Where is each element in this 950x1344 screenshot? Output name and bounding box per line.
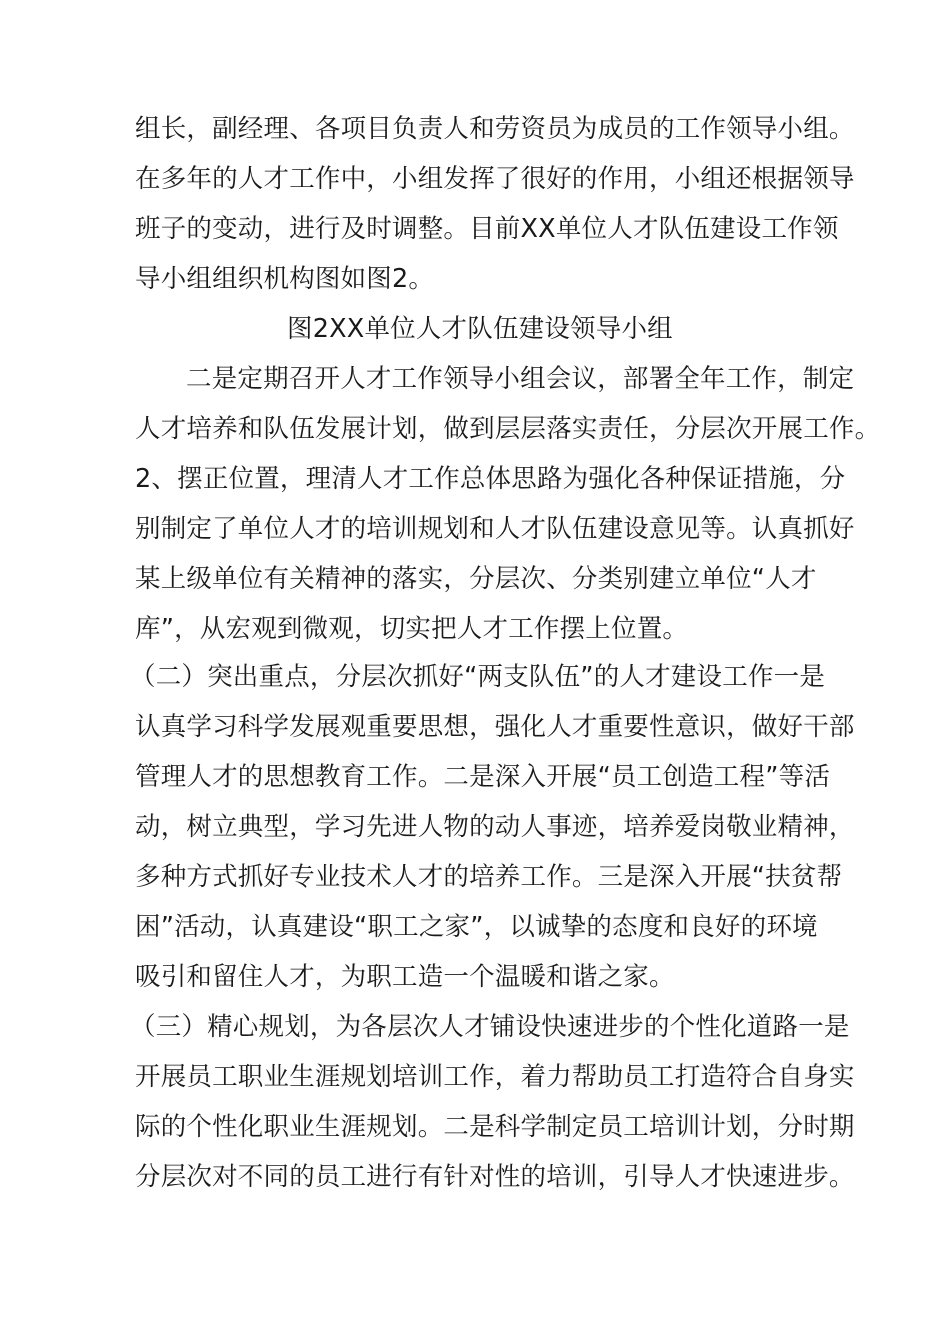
body-text-line: 库”，从宏观到微观，切实把人才工作摆上位置。 bbox=[135, 614, 689, 644]
body-text-line: 班子的变动，进行及时调整。目前XX单位人才队伍建设工作领 bbox=[135, 214, 839, 244]
body-text-line: 组长，副经理、各项目负责人和劳资员为成员的工作领导小组。 bbox=[135, 114, 855, 144]
body-text-line: 在多年的人才工作中，小组发挥了很好的作用，小组还根据领导 bbox=[135, 164, 855, 194]
body-text-line: 人才培养和队伍发展计划，做到层层落实责任，分层次开展工作。 bbox=[135, 414, 881, 444]
body-text-line: 际的个性化职业生涯规划。二是科学制定员工培训计划，分时期 bbox=[135, 1112, 855, 1142]
body-text-line: 分层次对不同的员工进行有针对性的培训，引导人才快速进步。 bbox=[135, 1162, 855, 1192]
body-text-line: 开展员工职业生涯规划培训工作，着力帮助员工打造符合自身实 bbox=[135, 1062, 855, 1092]
body-text-line: 动，树立典型，学习先进人物的动人事迹，培养爱岗敬业精神， bbox=[135, 812, 855, 842]
body-text-line: 二是定期召开人才工作领导小组会议，部署全年工作，制定 bbox=[186, 364, 855, 394]
body-text-line: 困”活动，认真建设“职工之家”，以诚挚的态度和良好的环境 bbox=[135, 912, 818, 942]
section-heading-line: （二）突出重点，分层次抓好“两支队伍”的人才建设工作一是 bbox=[130, 662, 826, 692]
section-heading-line: 2、摆正位置，理清人才工作总体思路为强化各种保证措施，分 bbox=[135, 464, 846, 494]
body-text-line: 吸引和留住人才，为职工造一个温暖和谐之家。 bbox=[135, 962, 675, 992]
section-heading-line: （三）精心规划，为各层次人才铺设快速进步的个性化道路一是 bbox=[130, 1012, 850, 1042]
body-text-line: 导小组组织机构图如图2。 bbox=[135, 264, 435, 294]
body-text-line: 管理人才的思想教育工作。二是深入开展“员工创造工程”等活 bbox=[135, 762, 831, 792]
body-text-line: 别制定了单位人才的培训规划和人才队伍建设意见等。认真抓好 bbox=[135, 514, 855, 544]
body-text-line: 多种方式抓好专业技术人才的培养工作。三是深入开展“扶贫帮 bbox=[135, 862, 843, 892]
figure-caption: 图2XX单位人才队伍建设领导小组 bbox=[287, 314, 673, 344]
body-text-line: 某上级单位有关精神的落实，分层次、分类别建立单位“人才 bbox=[135, 564, 817, 594]
body-text-line: 认真学习科学发展观重要思想，强化人才重要性意识，做好干部 bbox=[135, 712, 855, 742]
